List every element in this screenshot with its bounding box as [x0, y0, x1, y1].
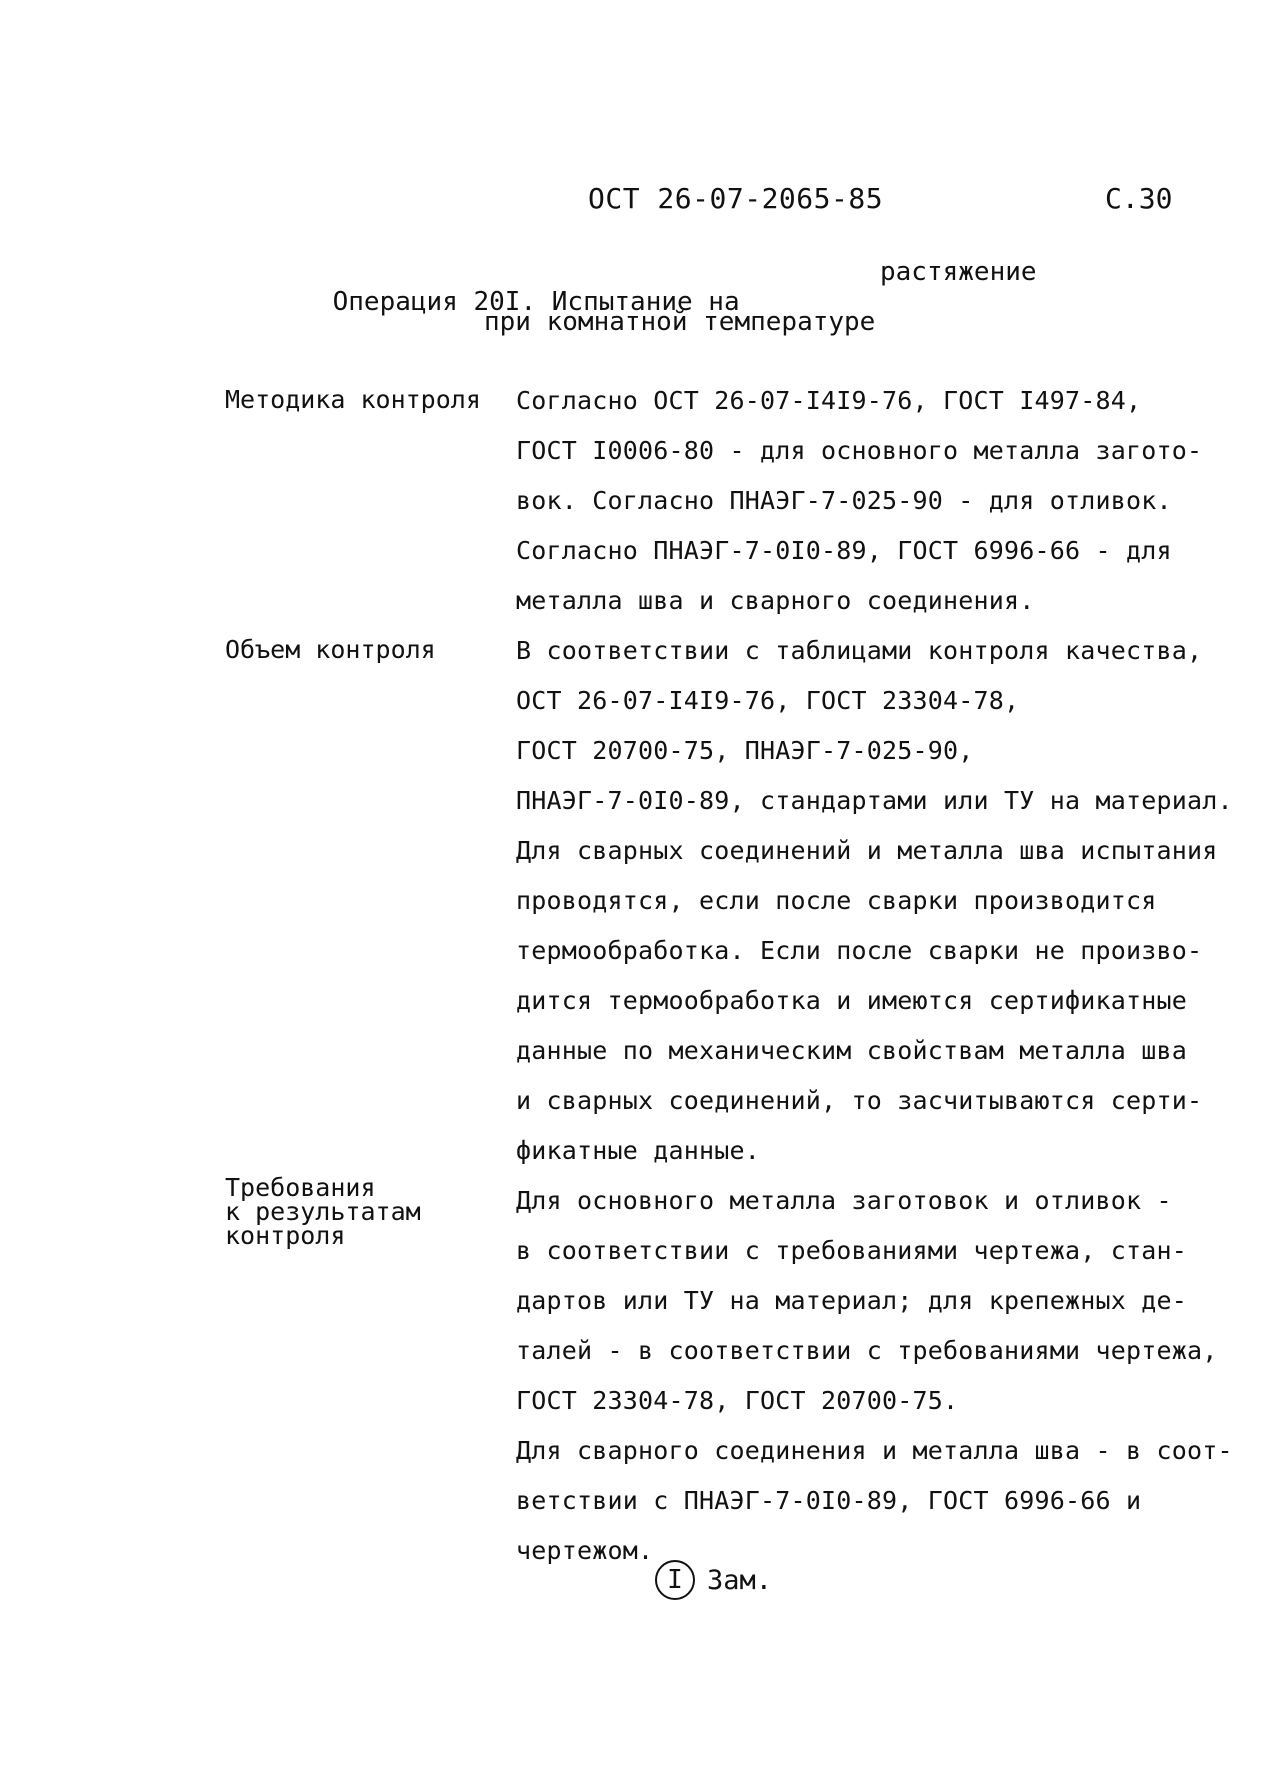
requirements-line: дартов или ТУ на материал; для крепежных де- — [516, 1286, 1188, 1315]
scope-line: данные по механическим свойствам металла шва — [516, 1036, 1188, 1065]
requirements-line: ГОСТ 23304-78, ГОСТ 20700-75. — [516, 1386, 959, 1415]
requirements-label-line: Требования — [225, 1173, 376, 1202]
section-label-method: Методика контроля — [225, 385, 481, 414]
method-line: вок. Согласно ПНАЭГ-7-025-90 - для отливок. — [516, 486, 1172, 515]
requirements-label-line: контроля — [225, 1221, 346, 1250]
requirements-line: в соответствии с требованиями чертежа, стан- — [516, 1236, 1188, 1265]
method-line: металла шва и сварного соединения. — [516, 586, 1035, 615]
requirements-line: чертежом. — [516, 1536, 654, 1565]
scope-line: В соответствии с таблицами контроля качества, — [516, 636, 1203, 665]
requirements-line: Для основного металла заготовок и отливок - — [516, 1186, 1172, 1215]
scope-line: ОСТ 26-07-I4I9-76, ГОСТ 23304-78, — [516, 686, 1020, 715]
method-line: Согласно ПНАЭГ-7-0I0-89, ГОСТ 6996-66 - для — [516, 536, 1172, 565]
scope-line: Для сварных соединений и металла шва испытания — [516, 836, 1218, 865]
change-label: Зам. — [707, 1564, 773, 1596]
requirements-line: талей - в соответствии с требованиями чертежа, — [516, 1336, 1218, 1365]
operation-title-part1: Операция 20I. Испытание на — [332, 287, 740, 317]
scope-line: и сварных соединений, то засчитываются серти- — [516, 1086, 1203, 1115]
scope-line: ПНАЭГ-7-0I0-89, стандартами или ТУ на материал. — [516, 786, 1233, 815]
requirements-label-line: к результатам — [225, 1197, 421, 1226]
change-number-circle: I — [655, 1560, 695, 1600]
scope-line: термообработка. Если после сварки не произво- — [516, 936, 1203, 965]
section-label-scope: Объем контроля — [225, 635, 436, 664]
change-mark — [655, 1560, 772, 1600]
method-line: ГОСТ I0006-80 - для основного металла загото- — [516, 436, 1203, 465]
page-number: С.30 — [1105, 182, 1173, 215]
section-label-requirements — [225, 1173, 421, 1250]
scope-line: проводятся, если после сварки производится — [516, 886, 1157, 915]
scope-line: дится термообработка и имеются сертификатные — [516, 986, 1188, 1015]
requirements-line: Для сварного соединения и металла шва - в соот- — [516, 1436, 1233, 1465]
operation-subtitle: при комнатной температуре — [484, 307, 876, 337]
requirements-line: ветствии с ПНАЭГ-7-0I0-89, ГОСТ 6996-66 и — [516, 1486, 1142, 1515]
document-code: ОСТ 26-07-2065-85 — [588, 182, 884, 215]
method-line: Согласно ОСТ 26-07-I4I9-76, ГОСТ I497-84, — [516, 386, 1142, 415]
scope-line: ГОСТ 20700-75, ПНАЭГ-7-025-90, — [516, 736, 974, 765]
operation-title-part2: растяжение — [880, 257, 1037, 287]
scope-line: фикатные данные. — [516, 1136, 761, 1165]
